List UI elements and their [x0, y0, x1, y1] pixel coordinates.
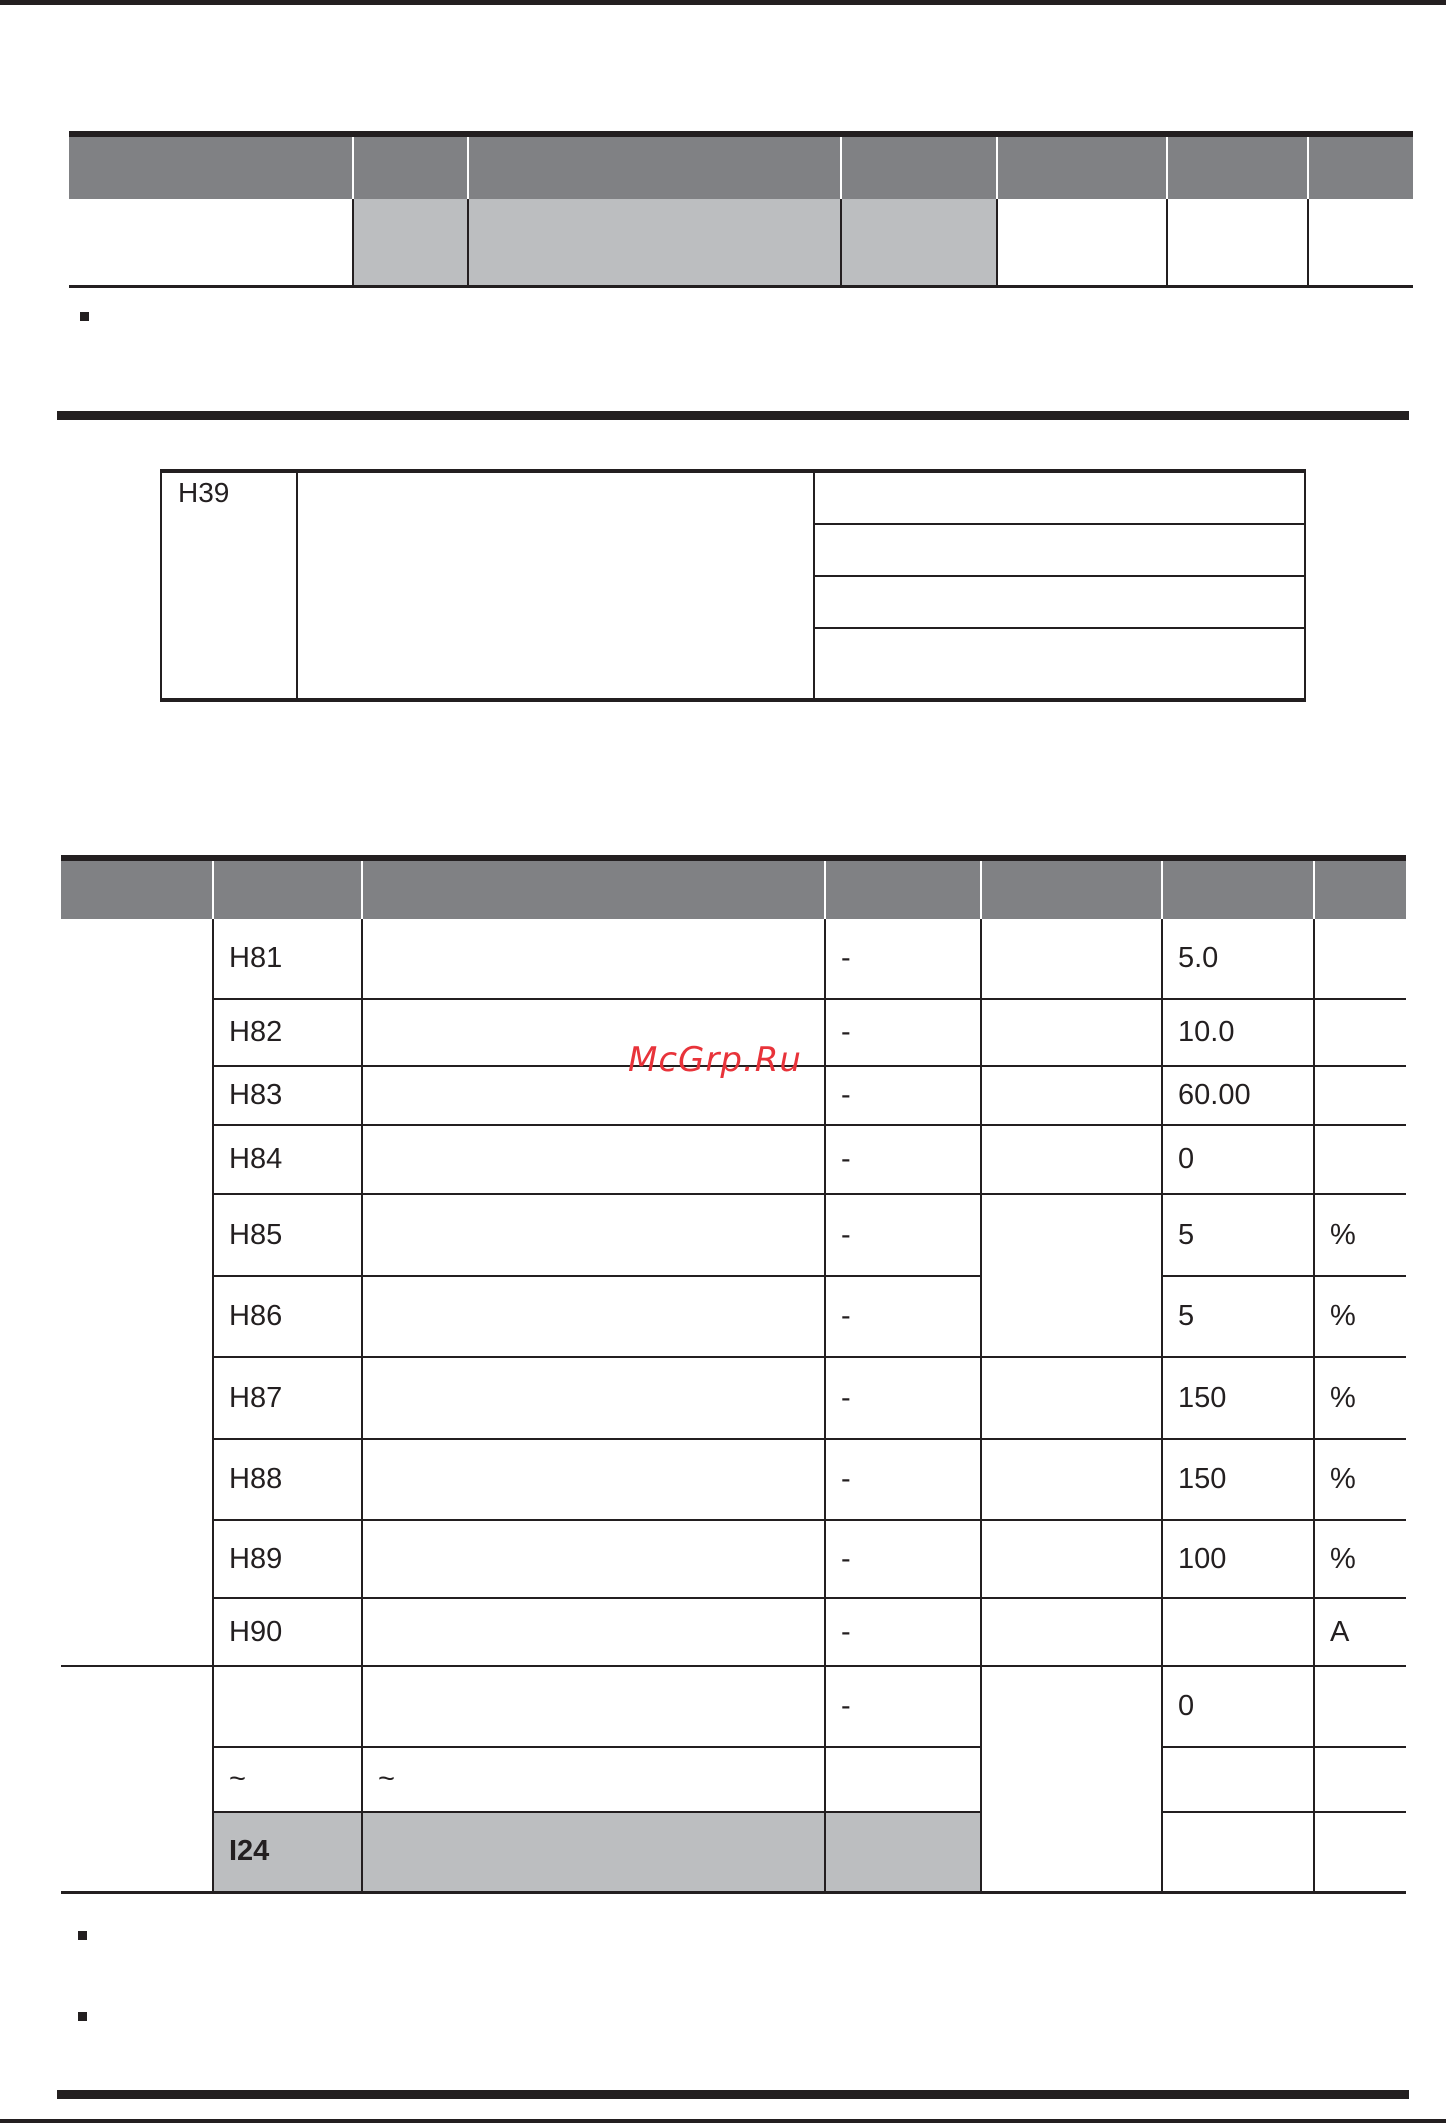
- name-cell: [362, 919, 825, 999]
- h39-code-cell: H39: [161, 471, 297, 700]
- table-cell: [841, 199, 997, 287]
- range-cell: [981, 919, 1162, 999]
- dash-cell: -: [825, 999, 981, 1066]
- default-cell: [1162, 1747, 1314, 1812]
- h39-option-cell: [814, 471, 1305, 524]
- unit-cell: %: [1314, 1357, 1406, 1439]
- h39-option-cell: [814, 576, 1305, 628]
- range-cell: [981, 1066, 1162, 1125]
- header-cell: [61, 858, 213, 919]
- dash-cell: -: [825, 1066, 981, 1125]
- default-cell: 0: [1162, 1666, 1314, 1747]
- name-cell: [362, 1125, 825, 1194]
- table-cell: [1167, 199, 1308, 287]
- default-cell: 0: [1162, 1125, 1314, 1194]
- dash-cell: -: [825, 1276, 981, 1357]
- name-cell: [362, 1520, 825, 1598]
- code-cell: ~: [213, 1747, 362, 1812]
- watermark: McGrp.Ru: [628, 1040, 802, 1080]
- code-cell: H87: [213, 1357, 362, 1439]
- table-row: [61, 919, 1406, 999]
- dash-cell: -: [825, 1439, 981, 1520]
- range-cell: [981, 1194, 1162, 1357]
- top-rule: [0, 0, 1446, 5]
- dash-cell: -: [825, 1520, 981, 1598]
- dash-cell: -: [825, 1598, 981, 1666]
- header-cell: [213, 858, 362, 919]
- h39-option-cell: [814, 524, 1305, 576]
- table-cell: [1308, 199, 1413, 287]
- range-cell: [981, 1357, 1162, 1439]
- h39-description-cell: [297, 471, 814, 700]
- table-row: [61, 1439, 1406, 1520]
- dash-cell: [825, 1812, 981, 1892]
- bottom-rule: [0, 2119, 1446, 2123]
- dash-cell: -: [825, 1666, 981, 1747]
- header-cell: [1167, 134, 1308, 199]
- table-row: [61, 1666, 1406, 1747]
- header-cell: [468, 134, 841, 199]
- code-cell: I24: [213, 1812, 362, 1892]
- code-cell: H83: [213, 1066, 362, 1125]
- name-cell: [362, 1666, 825, 1747]
- unit-cell: A: [1314, 1598, 1406, 1666]
- name-cell: [362, 1812, 825, 1892]
- table-row: [61, 1747, 1406, 1812]
- table-row: [61, 1520, 1406, 1598]
- header-cell: [1314, 858, 1406, 919]
- code-cell: H82: [213, 999, 362, 1066]
- table-row: [61, 1194, 1406, 1276]
- table-row: [61, 1812, 1406, 1892]
- bullet-point: [78, 1931, 87, 1940]
- header-cell: [997, 134, 1167, 199]
- table-row: [61, 1276, 1406, 1357]
- range-cell: [981, 1598, 1162, 1666]
- table-row: [69, 199, 1413, 287]
- range-cell: [981, 1520, 1162, 1598]
- dash-cell: -: [825, 1125, 981, 1194]
- table-cell: [353, 199, 468, 287]
- unit-cell: [1314, 1066, 1406, 1125]
- unit-cell: [1314, 1812, 1406, 1892]
- range-cell: [981, 1666, 1162, 1892]
- range-cell: [981, 999, 1162, 1066]
- header-cell: [1308, 134, 1413, 199]
- default-cell: 10.0: [1162, 999, 1314, 1066]
- name-cell: [362, 1357, 825, 1439]
- section-divider: [57, 411, 1409, 420]
- table-cell: [69, 199, 353, 287]
- table-row: [61, 1598, 1406, 1666]
- default-cell: 150: [1162, 1357, 1314, 1439]
- table-header-row: [69, 134, 1413, 199]
- table-cell: [468, 199, 841, 287]
- name-cell: [362, 1194, 825, 1276]
- code-cell: H88: [213, 1439, 362, 1520]
- bullet-point: [80, 312, 89, 321]
- dash-cell: -: [825, 1357, 981, 1439]
- table-header-row: [61, 858, 1406, 919]
- unit-cell: %: [1314, 1520, 1406, 1598]
- header-cell: [825, 858, 981, 919]
- range-cell: [981, 1439, 1162, 1520]
- header-cell: [1162, 858, 1314, 919]
- header-cell: [353, 134, 468, 199]
- default-cell: 150: [1162, 1439, 1314, 1520]
- unit-cell: [1314, 1125, 1406, 1194]
- h39-option-cell: [814, 628, 1305, 700]
- unit-cell: [1314, 1747, 1406, 1812]
- default-cell: [1162, 1812, 1314, 1892]
- header-cell: [841, 134, 997, 199]
- code-cell: H89: [213, 1520, 362, 1598]
- code-cell: H85: [213, 1194, 362, 1276]
- dash-cell: -: [825, 1194, 981, 1276]
- header-cell: [981, 858, 1162, 919]
- name-cell: [362, 1598, 825, 1666]
- table-row: [61, 1125, 1406, 1194]
- code-cell: H84: [213, 1125, 362, 1194]
- code-cell: [213, 1666, 362, 1747]
- name-cell: ~: [362, 1747, 825, 1812]
- code-cell: H86: [213, 1276, 362, 1357]
- default-cell: 60.00: [1162, 1066, 1314, 1125]
- default-cell: 5: [1162, 1276, 1314, 1357]
- unit-cell: %: [1314, 1194, 1406, 1276]
- parameter-table-2: [61, 855, 1406, 1894]
- default-cell: 5: [1162, 1194, 1314, 1276]
- dash-cell: -: [825, 919, 981, 999]
- table-row: [161, 471, 1305, 524]
- range-cell: [981, 1125, 1162, 1194]
- bullet-point: [78, 2012, 87, 2021]
- parameter-table-1: [69, 131, 1413, 288]
- default-cell: 100: [1162, 1520, 1314, 1598]
- unit-cell: [1314, 1666, 1406, 1747]
- section-divider: [57, 2090, 1409, 2099]
- table-row: [61, 1357, 1406, 1439]
- h39-table: [160, 469, 1306, 702]
- code-cell: H81: [213, 919, 362, 999]
- header-cell: [69, 134, 353, 199]
- group-cell: [61, 919, 213, 1666]
- unit-cell: [1314, 919, 1406, 999]
- group-cell: [61, 1666, 213, 1892]
- header-cell: [362, 858, 825, 919]
- table-cell: [997, 199, 1167, 287]
- unit-cell: [1314, 999, 1406, 1066]
- unit-cell: %: [1314, 1439, 1406, 1520]
- name-cell: [362, 1439, 825, 1520]
- name-cell: [362, 1276, 825, 1357]
- dash-cell: [825, 1747, 981, 1812]
- unit-cell: %: [1314, 1276, 1406, 1357]
- default-cell: 5.0: [1162, 919, 1314, 999]
- default-cell: [1162, 1598, 1314, 1666]
- code-cell: H90: [213, 1598, 362, 1666]
